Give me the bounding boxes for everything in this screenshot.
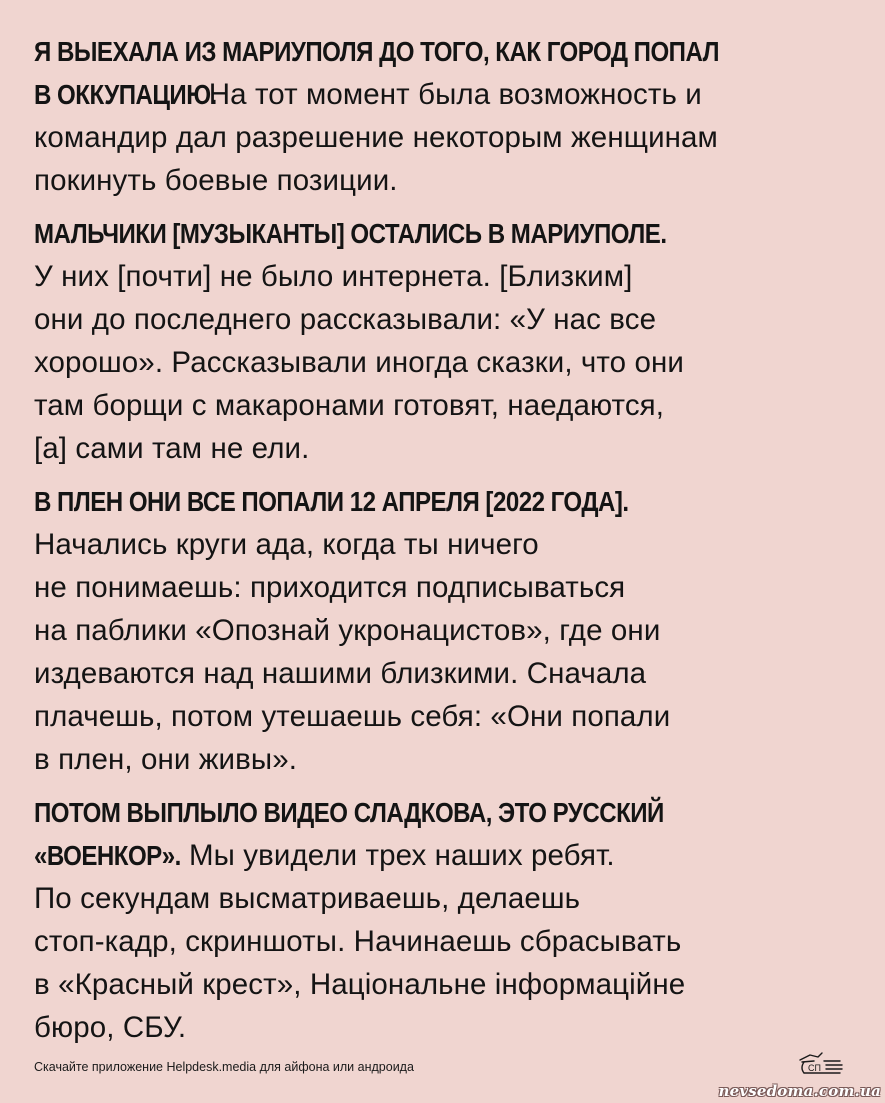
body-line: У них [почти] не было интернета. [Близким] [34,260,633,293]
lead-heading-tail: В ОККУПАЦИЮ. [34,79,217,110]
paragraph-1 [34,30,864,202]
article-content [34,30,864,1059]
body-line: стоп-кадр, скриншоты. Начинаешь сбрасывать [34,925,682,958]
body-line: не понимаешь: приходится подписываться [34,571,626,604]
lead-heading-line-with-body [34,834,864,877]
paragraph-2 [34,212,864,470]
footer-download-note: Скачайте приложение Helpdesk.media для айфона или андроида [34,1060,414,1074]
body-line: бюро, СБУ. [34,1011,187,1044]
lead-heading-line-with-body [34,73,864,116]
svg-text:СП: СП [808,1063,821,1073]
body-line: хорошо». Рассказывали иногда сказки, что они [34,346,684,379]
body-line: Начались круги ада, когда ты ничего [34,528,539,561]
paragraph-4 [34,791,864,1049]
body-line: издеваются над нашими близкими. Сначала [34,657,647,690]
lead-heading-line: ПОТОМ ВЫПЛЫЛО ВИДЕО СЛАДКОВА, ЭТО РУССКИЙ [34,797,664,828]
lead-heading-tail: «ВОЕНКОР». [34,840,181,871]
watermark: nevsedoma.com.ua [718,1082,881,1100]
paragraph-3 [34,480,864,781]
lead-heading-line: В ПЛЕН ОНИ ВСЕ ПОПАЛИ 12 АПРЕЛЯ [2022 ГОДА]. [34,486,629,517]
lead-heading-line: Я ВЫЕХАЛА ИЗ МАРИУПОЛЯ ДО ТОГО, КАК ГОРОД ПОПАЛ [34,36,720,67]
body-line: в плен, они живы». [34,743,298,776]
hand-logo-icon [796,1048,848,1078]
body-line: По секундам высматриваешь, делаешь [34,882,581,915]
body-text: Мы увидели трех наших ребят. [180,839,615,872]
body-line: там борщи с макаронами готовят, наедаются, [34,389,665,422]
body-line: покинуть боевые позиции. [34,164,398,197]
body-line: [а] сами там не ели. [34,432,310,465]
body-line: командир дал разрешение некоторым женщинам [34,121,718,154]
body-line: они до последнего рассказывали: «У нас все [34,303,657,336]
lead-heading-line: МАЛЬЧИКИ [МУЗЫКАНТЫ] ОСТАЛИСЬ В МАРИУПОЛЕ. [34,218,667,249]
body-line: в «Красный крест», Національне інформаційне [34,968,686,1001]
body-line: на паблики «Опознай укронацистов», где они [34,614,661,647]
body-line: плачешь, потом утешаешь себя: «Они попали [34,700,671,733]
body-text: На тот момент была возможность и [200,78,702,111]
